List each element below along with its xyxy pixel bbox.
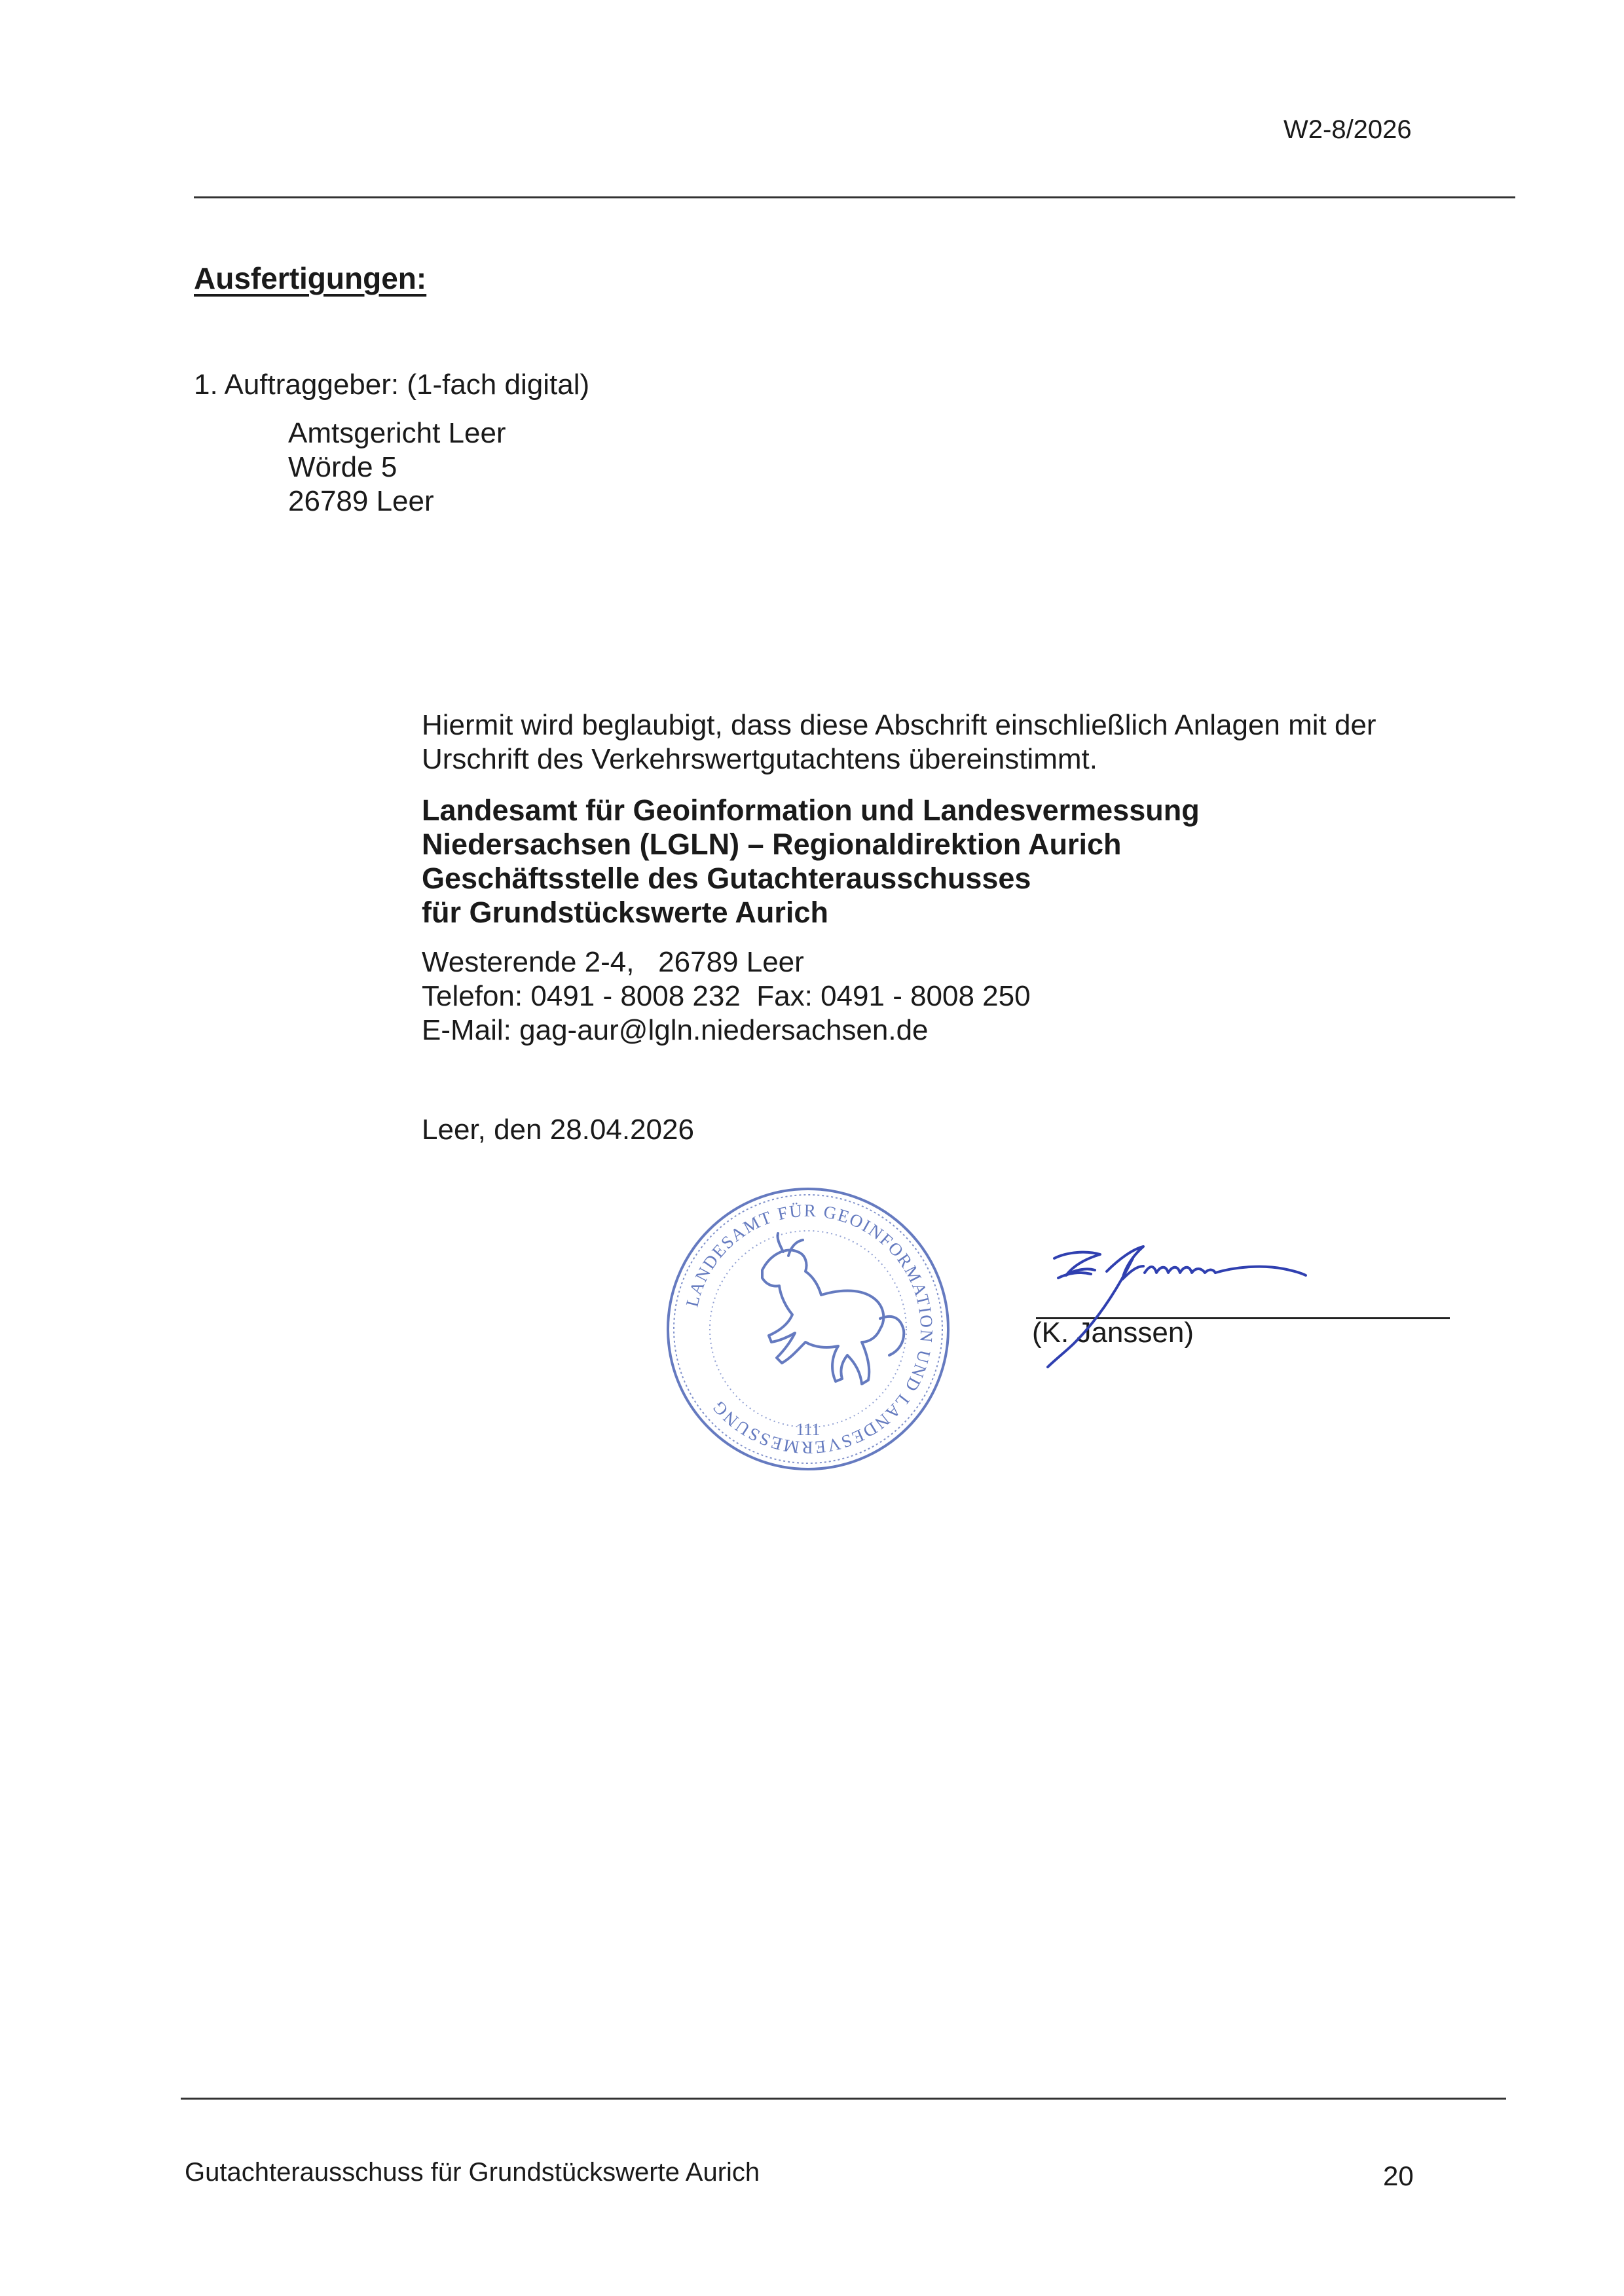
certification-text: Hiermit wird beglaubigt, dass diese Abschrift einschließlich Anlagen mit der Urschrift des Verkehrswertgutachtens übereinstimmt. (422, 709, 1376, 775)
office-email: E-Mail: gag-aur@lgln.niedersachsen.de (422, 1014, 929, 1046)
recipient-name: Amtsgericht Leer (288, 417, 506, 449)
office-line-3: Geschäftsstelle des Gutachterausschusses (422, 862, 1031, 895)
horse-icon (762, 1233, 904, 1384)
page-number: 20 (1383, 2160, 1414, 2191)
section-heading: Ausfertigungen: (194, 261, 427, 295)
header-rule (194, 196, 1515, 198)
office-block (422, 793, 1200, 930)
recipient-street: Wörde 5 (288, 451, 397, 483)
office-line-4: für Grundstückswerte Aurich (422, 896, 828, 929)
signatory-name: (K. Janssen) (1032, 1317, 1194, 1349)
handwritten-signature (976, 1232, 1395, 1389)
recipient-city: 26789 Leer (288, 485, 434, 517)
contact-block (422, 945, 1031, 1048)
seal-text: LANDESAMT FÜR GEOINFORMATION UND LANDESVERMESSUNG (682, 1200, 937, 1458)
footer-rule (181, 2098, 1506, 2100)
official-seal (657, 1178, 959, 1480)
recipient-item: 1. Auftraggeber: (1-fach digital) (194, 369, 590, 401)
office-line-2: Niedersachsen (LGLN) – Regionaldirektion Aurich (422, 828, 1122, 861)
footer-organization: Gutachterausschuss für Grundstückswerte Aurich (185, 2158, 760, 2187)
office-line-1: Landesamt für Geoinformation und Landesvermessung (422, 793, 1200, 827)
seal-number: 111 (796, 1420, 821, 1439)
office-phone-fax: Telefon: 0491 - 8008 232 Fax: 0491 - 8008 250 (422, 980, 1031, 1012)
document-reference: W2-8/2026 (1283, 115, 1412, 144)
place-date: Leer, den 28.04.2026 (422, 1114, 694, 1146)
office-address: Westerende 2-4, 26789 Leer (422, 946, 804, 978)
recipient-address (288, 416, 506, 519)
